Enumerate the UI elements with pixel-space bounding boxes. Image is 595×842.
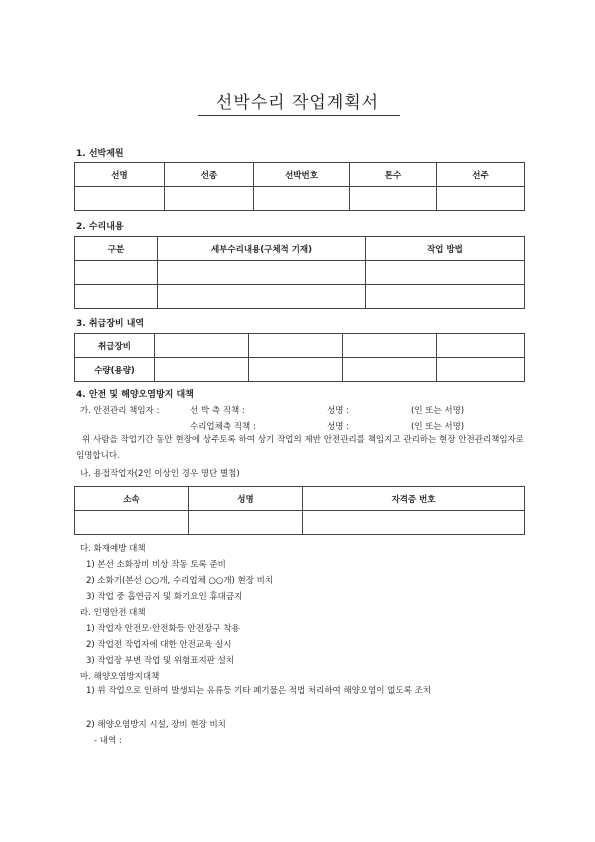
fire-prevention-label: 다. 화재예방 대책	[80, 544, 146, 554]
header-ship-type: 선종	[165, 163, 254, 187]
cell-quantity[interactable]	[437, 358, 525, 382]
cell-work-method[interactable]	[366, 261, 525, 285]
section-equipment-heading: 3. 취급장비 내역	[76, 319, 145, 329]
ship-side-role: 선 박 측 직책 :	[190, 406, 245, 416]
appointment-paragraph: 위 사람을 작업기간 동안 현장에 상주토록 하여 상기 작업의 제반 안전관리를 책임지고 관리하는 현장 안전관리책임자로 임명합니다.	[76, 435, 524, 461]
sign-label: (인 또는 서명)	[411, 422, 465, 432]
cell-quantity[interactable]	[343, 358, 437, 382]
header-category: 구분	[75, 237, 158, 261]
list-item: 2) 소화기(본선 ○○개, 수리업체 ○○개) 현장 비치	[86, 576, 274, 586]
cell-equipment[interactable]	[343, 334, 437, 358]
personnel-safety-label: 라. 인명안전 대책	[80, 608, 146, 618]
cell-category[interactable]	[75, 261, 158, 285]
cell-repair-details[interactable]	[158, 285, 366, 309]
header-tonnage: 톤수	[350, 163, 437, 187]
list-item: 3) 작업 중 흡연금지 및 화기요인 휴대금지	[86, 592, 243, 602]
welder-table	[74, 486, 525, 535]
list-item: - 내역 :	[94, 736, 122, 746]
name-label: 성명 :	[327, 406, 349, 416]
section-repair-heading: 2. 수리내용	[76, 222, 124, 232]
header-ship-name: 선명	[75, 163, 165, 187]
header-affiliation: 소속	[75, 487, 189, 511]
header-ship-number: 선박번호	[254, 163, 350, 187]
quantity-row-label: 수량(용량)	[75, 358, 155, 382]
contractor-side-role: 수리업체측 직책 :	[190, 422, 256, 432]
cell-equipment[interactable]	[437, 334, 525, 358]
title-underline	[198, 115, 400, 116]
list-item: 2) 작업전 작업자에 대한 안전교육 실시	[86, 640, 232, 650]
list-item: 1) 본선 소화장비 비상 작동 토록 준비	[86, 560, 226, 570]
list-item: 3) 작업장 부변 작업 및 위험표지판 설치	[86, 656, 235, 666]
equipment-row-label: 취급장비	[75, 334, 155, 358]
cell-ship-type[interactable]	[165, 187, 254, 211]
welder-label: 나. 용접작업자(2인 이상인 경우 명단 별첨)	[80, 469, 240, 479]
sign-label: (인 또는 서명)	[411, 406, 465, 416]
list-item: 2) 해양오염방지 시설, 장비 현장 비치	[86, 720, 226, 730]
document-title: 선박수리 작업계획서	[215, 93, 380, 113]
header-name: 성명	[189, 487, 303, 511]
name-label: 성명 :	[327, 422, 349, 432]
safety-manager-label: 가. 안전관리 책임자 :	[80, 406, 160, 416]
equipment-table	[74, 333, 525, 382]
pollution-prevention-label: 마. 해양오염방지대책	[80, 672, 160, 682]
cell-ship-number[interactable]	[254, 187, 350, 211]
list-item: 1) 작업자 안전모·안전화등 안전장구 착용	[86, 624, 240, 634]
section-ship-specs-heading: 1. 선박제원	[76, 149, 124, 159]
header-work-method: 작업 방법	[366, 237, 525, 261]
cell-affiliation[interactable]	[75, 511, 189, 535]
cell-tonnage[interactable]	[350, 187, 437, 211]
cell-owner[interactable]	[437, 187, 525, 211]
cell-repair-details[interactable]	[158, 261, 366, 285]
header-repair-details: 세부수리내용(구체적 기재)	[158, 237, 366, 261]
header-owner: 선주	[437, 163, 525, 187]
header-license-number: 자격증 번호	[303, 487, 525, 511]
ship-specs-table	[74, 162, 525, 211]
list-item: 1) 위 작업으로 인하여 발생되는 유류등 기타 폐기물은 적법 처리하여 해양오염이 없도록 조치	[86, 686, 431, 696]
cell-name[interactable]	[189, 511, 303, 535]
cell-license-number[interactable]	[303, 511, 525, 535]
cell-work-method[interactable]	[366, 285, 525, 309]
cell-quantity[interactable]	[249, 358, 343, 382]
cell-ship-name[interactable]	[75, 187, 165, 211]
cell-category[interactable]	[75, 285, 158, 309]
cell-equipment[interactable]	[249, 334, 343, 358]
repair-table	[74, 236, 525, 309]
cell-equipment[interactable]	[155, 334, 249, 358]
section-safety-heading: 4. 안전 및 해양오염방지 대책	[76, 390, 194, 400]
cell-quantity[interactable]	[155, 358, 249, 382]
